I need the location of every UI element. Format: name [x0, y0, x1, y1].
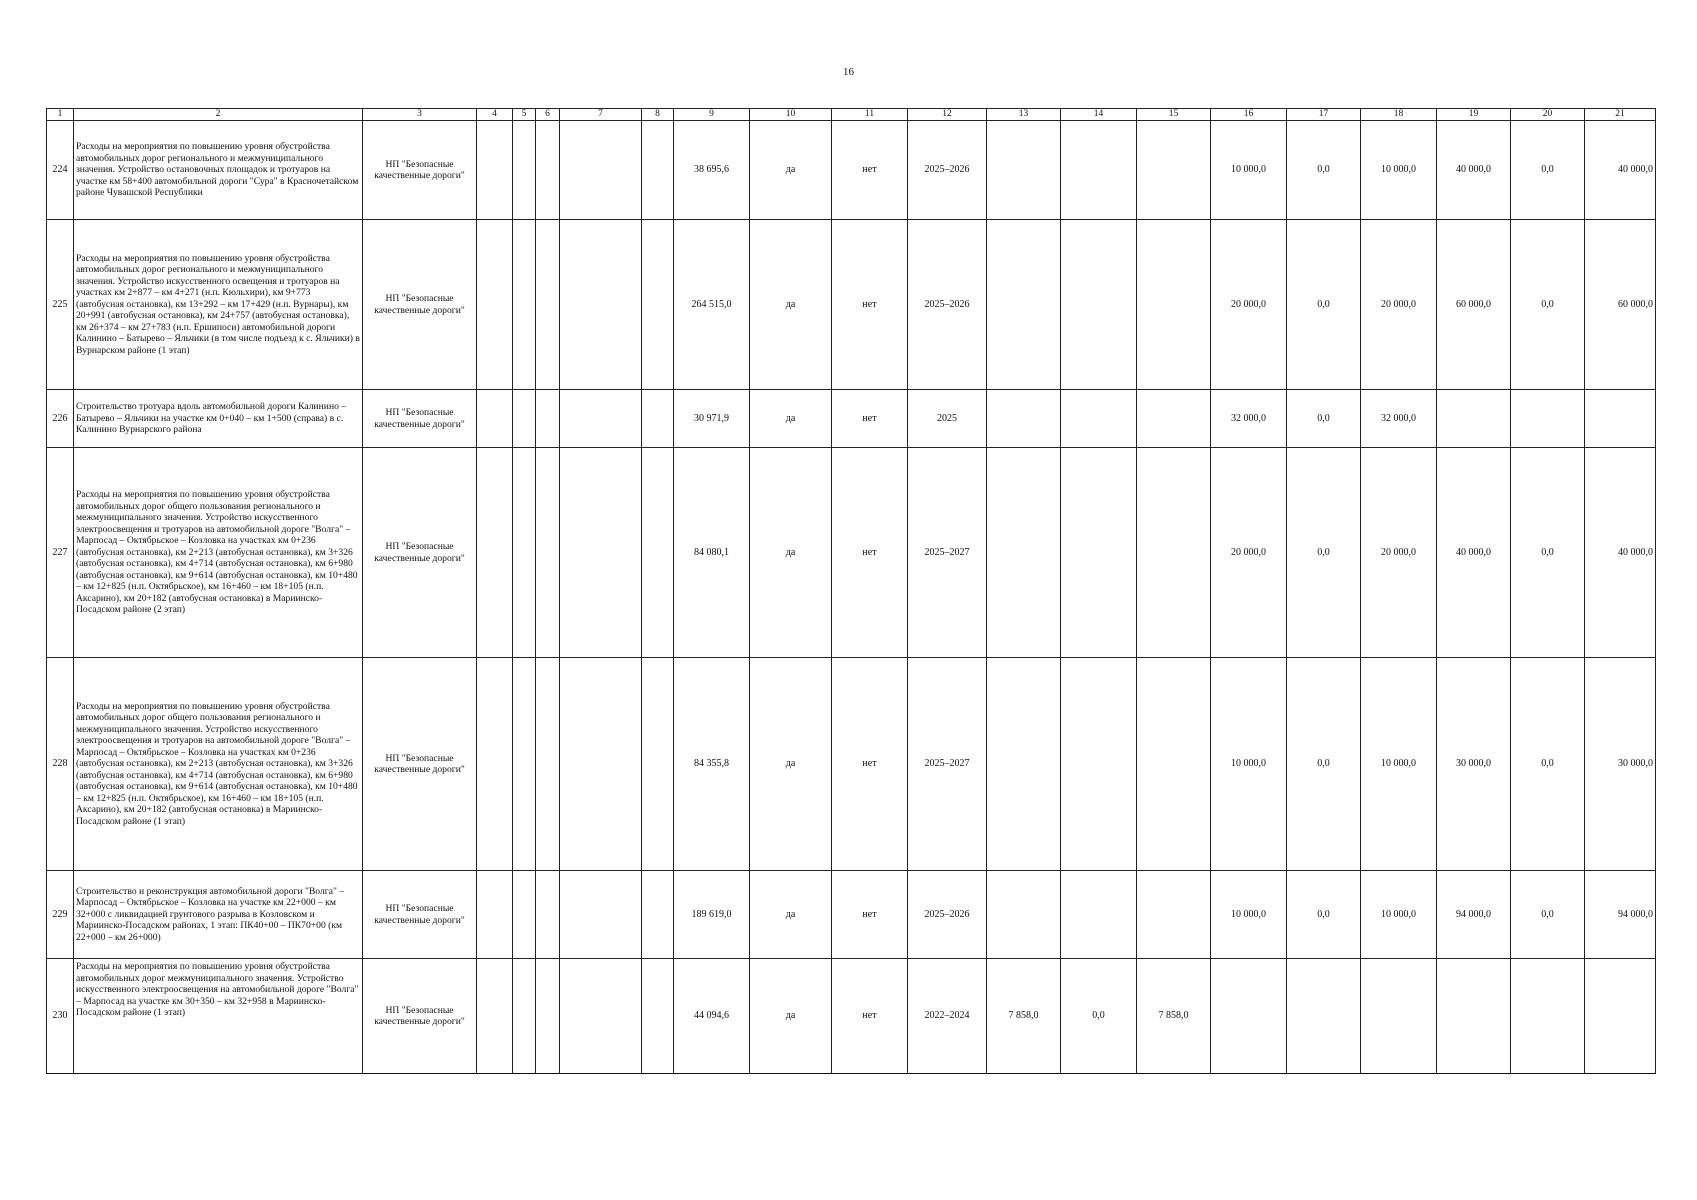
- cell-col21: 40 000,0: [1585, 448, 1656, 658]
- cell-col17: 0,0: [1287, 448, 1361, 658]
- header-cell: 6: [536, 109, 560, 121]
- cell-col17: 0,0: [1287, 121, 1361, 220]
- cell-col5: [513, 121, 536, 220]
- cell-col7: [560, 871, 642, 959]
- cell-col21: 40 000,0: [1585, 121, 1656, 220]
- header-cell: 10: [750, 109, 832, 121]
- cell-col13: [987, 220, 1061, 390]
- cell-col7: [560, 390, 642, 448]
- cell-col18: 20 000,0: [1361, 448, 1437, 658]
- cell-col21: [1585, 390, 1656, 448]
- cell-col16: 32 000,0: [1211, 390, 1287, 448]
- cell-col19: 40 000,0: [1437, 448, 1511, 658]
- cell-col7: [560, 220, 642, 390]
- cell-period: 2025–2026: [908, 871, 987, 959]
- table-row: [47, 658, 1656, 871]
- cell-col5: [513, 390, 536, 448]
- cell-col14: [1061, 658, 1137, 871]
- cell-period: 2025–2026: [908, 220, 987, 390]
- row-program: НП "Безопасные качественные дороги": [363, 658, 477, 871]
- cell-col5: [513, 448, 536, 658]
- cell-col10: да: [750, 658, 832, 871]
- cell-col18: 10 000,0: [1361, 121, 1437, 220]
- cell-col8: [642, 220, 674, 390]
- header-cell: 4: [477, 109, 513, 121]
- row-number: 227: [47, 448, 74, 658]
- header-cell: 15: [1137, 109, 1211, 121]
- cell-col13: [987, 448, 1061, 658]
- cell-col15: [1137, 220, 1211, 390]
- header-cell: 16: [1211, 109, 1287, 121]
- cell-col14: [1061, 390, 1137, 448]
- row-description: Строительство тротуара вдоль автомобильной дороги Калинино – Батырево – Яльчики на участке км 0+040 – км 1+500 (справа) в с. Калинино Вурнарского района: [74, 390, 363, 448]
- cell-col11: нет: [832, 658, 908, 871]
- cell-estimated-cost: 38 695,6: [674, 121, 750, 220]
- cell-col6: [536, 959, 560, 1074]
- cell-col14: [1061, 448, 1137, 658]
- cell-col13: [987, 121, 1061, 220]
- cell-col19: [1437, 959, 1511, 1074]
- cell-col7: [560, 121, 642, 220]
- cell-col5: [513, 959, 536, 1074]
- header-cell: 12: [908, 109, 987, 121]
- row-program: НП "Безопасные качественные дороги": [363, 448, 477, 658]
- cell-col20: 0,0: [1511, 658, 1585, 871]
- cell-col8: [642, 658, 674, 871]
- table-row: [47, 390, 1656, 448]
- cell-col16: 20 000,0: [1211, 448, 1287, 658]
- row-description: Расходы на мероприятия по повышению уровня обустройства автомобильных дорог регионального и межмуниципального значения. Устройство остановочных площадок и тротуаров на участке км 58+400 автомобильной дороги "Сура" в Красночетайском районе Чувашской Республики: [74, 121, 363, 220]
- cell-col10: да: [750, 121, 832, 220]
- cell-col17: [1287, 959, 1361, 1074]
- cell-col13: 7 858,0: [987, 959, 1061, 1074]
- cell-col17: 0,0: [1287, 390, 1361, 448]
- cell-col17: 0,0: [1287, 871, 1361, 959]
- cell-estimated-cost: 84 080,1: [674, 448, 750, 658]
- cell-period: 2025–2027: [908, 448, 987, 658]
- cell-col4: [477, 959, 513, 1074]
- row-description: Расходы на мероприятия по повышению уровня обустройства автомобильных дорог общего пользования регионального и межмуниципального значения. Устройство искусственного электроосвещения и тротуаров на автомобильной дороге "Волга" – Марпосад – Октябрьское – Козловка на участках км 0+236 (автобусная остановка), км 2+213 (автобусная остановка), км 3+326 (автобусная остановка), км 4+714 (автобусная остановка), км 6+980 (автобусная остановка), км 9+614 (автобусная остановка), км 10+480 – км 12+825 (н.п. Октябрьское), км 16+460 – км 18+105 (н.п. Аксарино), км 20+182 (автобусная остановка) в Мариинско-Посадском районе (2 этап): [74, 448, 363, 658]
- row-program: НП "Безопасные качественные дороги": [363, 959, 477, 1074]
- cell-col19: 60 000,0: [1437, 220, 1511, 390]
- cell-col21: [1585, 959, 1656, 1074]
- header-cell: 1: [47, 109, 74, 121]
- cell-col6: [536, 448, 560, 658]
- cell-col14: [1061, 871, 1137, 959]
- cell-estimated-cost: 44 094,6: [674, 959, 750, 1074]
- cell-col11: нет: [832, 871, 908, 959]
- row-number: 229: [47, 871, 74, 959]
- row-number: 224: [47, 121, 74, 220]
- cell-col11: нет: [832, 390, 908, 448]
- row-number: 230: [47, 959, 74, 1074]
- cell-col4: [477, 658, 513, 871]
- header-cell: 3: [363, 109, 477, 121]
- cell-col20: 0,0: [1511, 121, 1585, 220]
- row-description: Строительство и реконструкция автомобильной дороги "Волга" – Марпосад – Октябрьское – Козловка на участке км 22+000 – км 32+000 с ликвидацией грунтового разрыва в Козловском и Мариинско-Посадском районах, 1 этап: ПК40+00 – ПК70+00 (км 22+000 – км 26+000): [74, 871, 363, 959]
- cell-col21: 30 000,0: [1585, 658, 1656, 871]
- cell-col18: 20 000,0: [1361, 220, 1437, 390]
- cell-col14: [1061, 220, 1137, 390]
- cell-col19: 40 000,0: [1437, 121, 1511, 220]
- cell-col17: 0,0: [1287, 220, 1361, 390]
- cell-col8: [642, 959, 674, 1074]
- header-cell: 2: [74, 109, 363, 121]
- row-program: НП "Безопасные качественные дороги": [363, 390, 477, 448]
- cell-col15: [1137, 121, 1211, 220]
- cell-col6: [536, 220, 560, 390]
- cell-col20: [1511, 959, 1585, 1074]
- cell-col16: [1211, 959, 1287, 1074]
- cell-col21: 94 000,0: [1585, 871, 1656, 959]
- cell-col18: [1361, 959, 1437, 1074]
- budget-table: [46, 108, 1656, 1074]
- cell-col20: [1511, 390, 1585, 448]
- cell-col15: [1137, 871, 1211, 959]
- cell-col5: [513, 871, 536, 959]
- cell-col16: 10 000,0: [1211, 871, 1287, 959]
- cell-period: 2022–2024: [908, 959, 987, 1074]
- cell-col4: [477, 448, 513, 658]
- cell-col17: 0,0: [1287, 658, 1361, 871]
- row-program: НП "Безопасные качественные дороги": [363, 220, 477, 390]
- cell-estimated-cost: 30 971,9: [674, 390, 750, 448]
- table-row: [47, 220, 1656, 390]
- cell-col8: [642, 448, 674, 658]
- row-description: Расходы на мероприятия по повышению уровня обустройства автомобильных дорог межмуниципального значения. Устройство искусственного электроосвещения на автомобильной дороге "Волга" – Марпосад на участке км 30+350 – км 32+958 в Мариинско-Посадском районе (1 этап): [74, 959, 363, 1074]
- cell-col16: 20 000,0: [1211, 220, 1287, 390]
- cell-col20: 0,0: [1511, 871, 1585, 959]
- table-row: [47, 448, 1656, 658]
- table-row: [47, 121, 1656, 220]
- row-description: Расходы на мероприятия по повышению уровня обустройства автомобильных дорог регионального и межмуниципального значения. Устройство искусственного освещения и тротуаров на участках км 2+877 – км 4+271 (н.п. Кюльхири), км 9+773 (автобусная остановка), км 13+292 – км 17+429 (н.п. Вурнары), км 20+991 (автобусная остановка), км 24+757 (автобусная остановка), км 26+374 – км 27+783 (н.п. Ершипоси) автомобильной дороги Калинино – Батырево – Яльчики (в том числе подъезд к с. Яльчики) в Вурнарском районе (1 этап): [74, 220, 363, 390]
- cell-col6: [536, 871, 560, 959]
- header-cell: 17: [1287, 109, 1361, 121]
- cell-col10: да: [750, 390, 832, 448]
- cell-col18: 10 000,0: [1361, 871, 1437, 959]
- cell-col4: [477, 220, 513, 390]
- header-cell: 14: [1061, 109, 1137, 121]
- row-description: Расходы на мероприятия по повышению уровня обустройства автомобильных дорог общего пользования регионального и межмуниципального значения. Устройство искусственного электроосвещения и тротуаров на автомобильной дороге "Волга" – Марпосад – Октябрьское – Козловка на участках км 0+236 (автобусная остановка), км 2+213 (автобусная остановка), км 3+326 (автобусная остановка), км 4+714 (автобусная остановка), км 6+980 (автобусная остановка), км 9+614 (автобусная остановка), км 10+480 – км 12+825 (н.п. Октябрьское), км 16+460 – км 18+105 (н.п. Аксарино), км 20+182 (автобусная остановка) в Мариинско-Посадском районе (1 этап): [74, 658, 363, 871]
- header-cell: 18: [1361, 109, 1437, 121]
- header-cell: 8: [642, 109, 674, 121]
- header-cell: 21: [1585, 109, 1656, 121]
- cell-col13: [987, 390, 1061, 448]
- cell-col11: нет: [832, 959, 908, 1074]
- cell-col13: [987, 871, 1061, 959]
- cell-col15: [1137, 658, 1211, 871]
- cell-col16: 10 000,0: [1211, 658, 1287, 871]
- row-number: 226: [47, 390, 74, 448]
- cell-col5: [513, 220, 536, 390]
- page-number: 16: [843, 66, 854, 78]
- cell-col10: да: [750, 220, 832, 390]
- cell-col8: [642, 871, 674, 959]
- cell-col6: [536, 390, 560, 448]
- header-cell: 11: [832, 109, 908, 121]
- cell-col5: [513, 658, 536, 871]
- cell-col20: 0,0: [1511, 448, 1585, 658]
- cell-col15: 7 858,0: [1137, 959, 1211, 1074]
- cell-col20: 0,0: [1511, 220, 1585, 390]
- cell-estimated-cost: 189 619,0: [674, 871, 750, 959]
- cell-col6: [536, 658, 560, 871]
- column-number-header: [47, 109, 1656, 121]
- cell-col11: нет: [832, 448, 908, 658]
- header-cell: 9: [674, 109, 750, 121]
- cell-col10: да: [750, 959, 832, 1074]
- table-row: [47, 959, 1656, 1074]
- header-cell: 20: [1511, 109, 1585, 121]
- cell-col19: [1437, 390, 1511, 448]
- cell-col8: [642, 390, 674, 448]
- cell-col4: [477, 871, 513, 959]
- cell-col6: [536, 121, 560, 220]
- cell-col4: [477, 390, 513, 448]
- cell-col13: [987, 658, 1061, 871]
- cell-col19: 30 000,0: [1437, 658, 1511, 871]
- row-number: 228: [47, 658, 74, 871]
- table-row: [47, 871, 1656, 959]
- cell-col14: [1061, 121, 1137, 220]
- cell-period: 2025: [908, 390, 987, 448]
- cell-col14: 0,0: [1061, 959, 1137, 1074]
- cell-estimated-cost: 84 355,8: [674, 658, 750, 871]
- cell-col4: [477, 121, 513, 220]
- cell-period: 2025–2026: [908, 121, 987, 220]
- cell-col7: [560, 959, 642, 1074]
- row-program: НП "Безопасные качественные дороги": [363, 121, 477, 220]
- cell-col11: нет: [832, 121, 908, 220]
- row-number: 225: [47, 220, 74, 390]
- cell-col15: [1137, 390, 1211, 448]
- cell-col15: [1137, 448, 1211, 658]
- cell-col10: да: [750, 448, 832, 658]
- cell-col7: [560, 448, 642, 658]
- header-cell: 13: [987, 109, 1061, 121]
- header-cell: 5: [513, 109, 536, 121]
- cell-col18: 32 000,0: [1361, 390, 1437, 448]
- cell-col18: 10 000,0: [1361, 658, 1437, 871]
- cell-col8: [642, 121, 674, 220]
- header-cell: 19: [1437, 109, 1511, 121]
- cell-period: 2025–2027: [908, 658, 987, 871]
- cell-col16: 10 000,0: [1211, 121, 1287, 220]
- cell-col19: 94 000,0: [1437, 871, 1511, 959]
- row-program: НП "Безопасные качественные дороги": [363, 871, 477, 959]
- cell-col7: [560, 658, 642, 871]
- cell-col10: да: [750, 871, 832, 959]
- cell-col11: нет: [832, 220, 908, 390]
- cell-col21: 60 000,0: [1585, 220, 1656, 390]
- header-cell: 7: [560, 109, 642, 121]
- cell-estimated-cost: 264 515,0: [674, 220, 750, 390]
